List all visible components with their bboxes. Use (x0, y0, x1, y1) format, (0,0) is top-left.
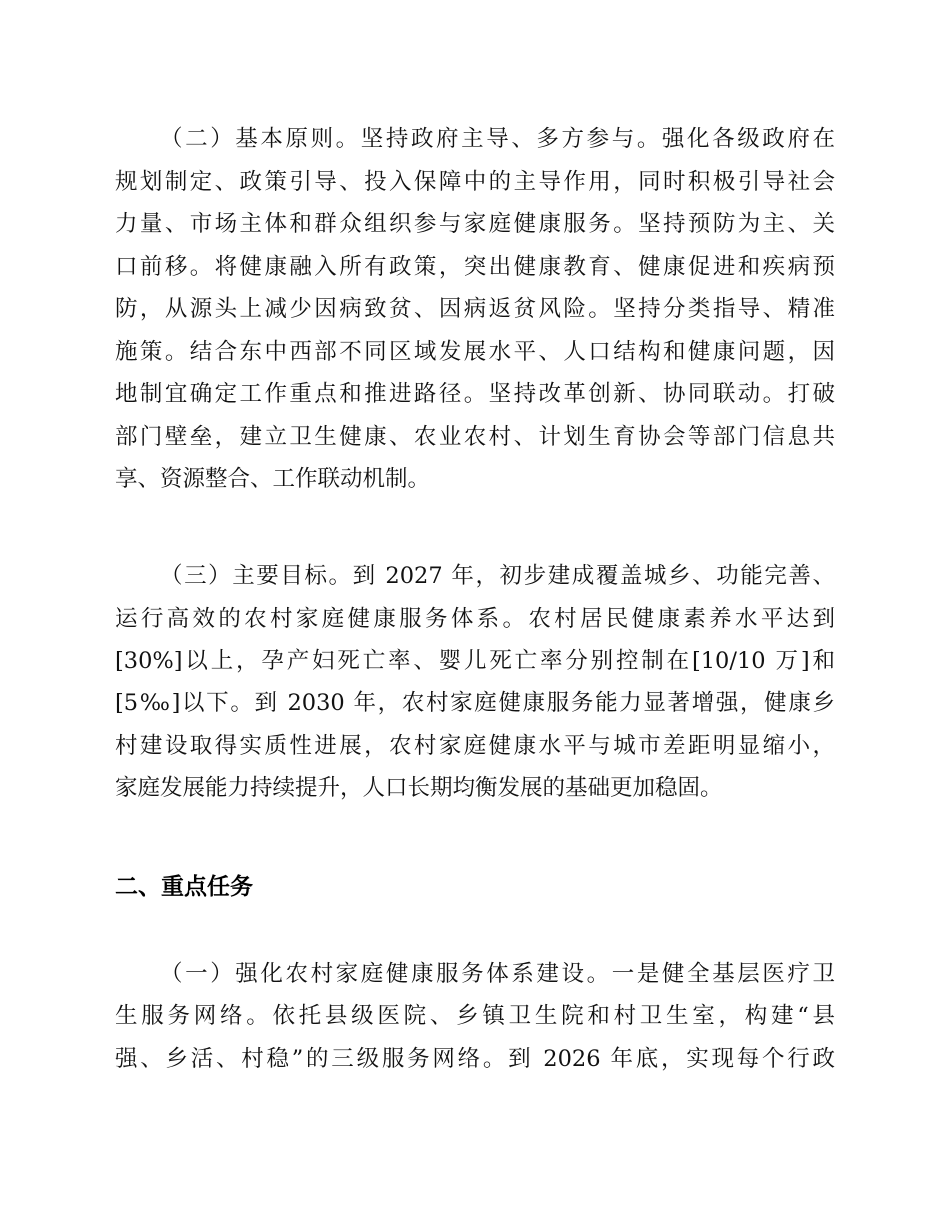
text-line: 口前移。将健康融入所有政策，突出健康教育、健康促进和疾病预 (115, 254, 835, 280)
text-line: 地制宜确定工作重点和推进路径。坚持改革创新、协同联动。打破 (115, 381, 835, 407)
text-line: [5‰]以下。到 2030 年，农村家庭健康服务能力显著增强，健康乡 (115, 690, 835, 716)
text-line: 防，从源头上减少因病致贫、因病返贫风险。坚持分类指导、精准 (115, 296, 835, 322)
text-line: 运行高效的农村家庭健康服务体系。农村居民健康素养水平达到 (115, 606, 835, 632)
text-line: [30%]以上，孕产妇死亡率、婴儿死亡率分别控制在[10/10 万]和 (115, 648, 835, 674)
text-line: （一）强化农村家庭健康服务体系建设。一是健全基层医疗卫 (160, 961, 835, 987)
text-line: 强、乡活、村稳”的三级服务网络。到 2026 年底，实现每个行政 (115, 1046, 835, 1072)
text-line: 家庭发展能力持续提升，人口长期均衡发展的基础更加稳固。 (115, 775, 723, 801)
text-line: 享、资源整合、工作联动机制。 (115, 466, 431, 492)
text-line: 施策。结合东中西部不同区域发展水平、人口结构和健康问题，因 (115, 339, 835, 365)
text-line: 村建设取得实质性进展，农村家庭健康水平与城市差距明显缩小， (115, 733, 835, 759)
text-line: （三）主要目标。到 2027 年，初步建成覆盖城乡、功能完善、 (160, 563, 835, 589)
text-line: 生服务网络。依托县级医院、乡镇卫生院和村卫生室，构建“县 (115, 1003, 835, 1029)
section-heading: 二、重点任务 (115, 874, 253, 900)
text-line: 规划制定、政策引导、投入保障中的主导作用，同时积极引导社会 (115, 169, 835, 195)
text-line: 力量、市场主体和群众组织参与家庭健康服务。坚持预防为主、关 (115, 211, 835, 237)
text-line: 部门壁垒，建立卫生健康、农业农村、计划生育协会等部门信息共 (115, 424, 835, 450)
text-line: （二）基本原则。坚持政府主导、多方参与。强化各级政府在 (160, 126, 835, 152)
